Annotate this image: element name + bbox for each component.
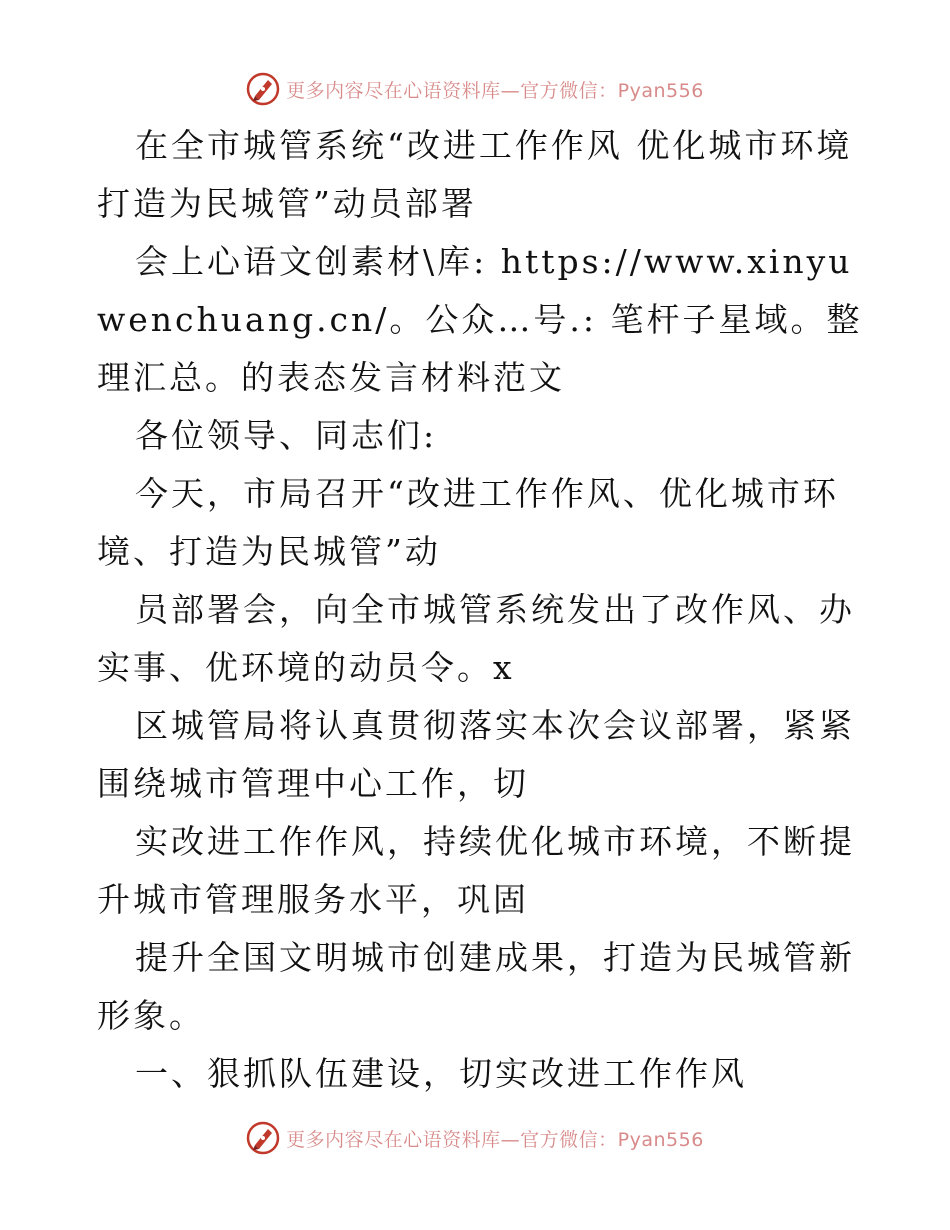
watermark-text: 更多内容尽在心语资料库—官方微信：Pyan556 xyxy=(286,79,704,102)
paragraph: 实改进工作作风，持续优化城市环境，不断提升城市管理服务水平，巩固 xyxy=(97,822,855,919)
paragraph: 区城管局将认真贯彻落实本次会议部署，紧紧围绕城市管理中心工作，切 xyxy=(97,706,855,803)
document-body xyxy=(97,117,867,1103)
pen-logo-icon xyxy=(246,1121,280,1155)
paragraph: 员部署会，向全市城管系统发出了改作风、办实事、优环境的动员令。x xyxy=(97,590,855,687)
paragraph: 会上心语文创素材\库: https://www.xinyuwenchuang.cn/。公众…号.: 笔杆子星域。整理汇总。的表态发言材料范文 xyxy=(97,242,863,397)
paragraph: 在全市城管系统“改进工作作风 优化城市环境 打造为民城管”动员部署 xyxy=(97,126,853,223)
paragraph: 提升全国文明城市创建成果，打造为民城管新形象。 xyxy=(97,938,855,1035)
footer-watermark xyxy=(0,1121,950,1155)
watermark-text: 更多内容尽在心语资料库—官方微信：Pyan556 xyxy=(286,1128,704,1151)
pen-logo-icon xyxy=(246,72,280,106)
header-watermark xyxy=(0,72,950,106)
paragraph: 今天，市局召开“改进工作作风、优化城市环境、打造为民城管”动 xyxy=(97,474,839,571)
paragraph: 各位领导、同志们: xyxy=(135,416,438,455)
section-heading: 一、狠抓队伍建设，切实改进工作作风 xyxy=(135,1054,747,1093)
